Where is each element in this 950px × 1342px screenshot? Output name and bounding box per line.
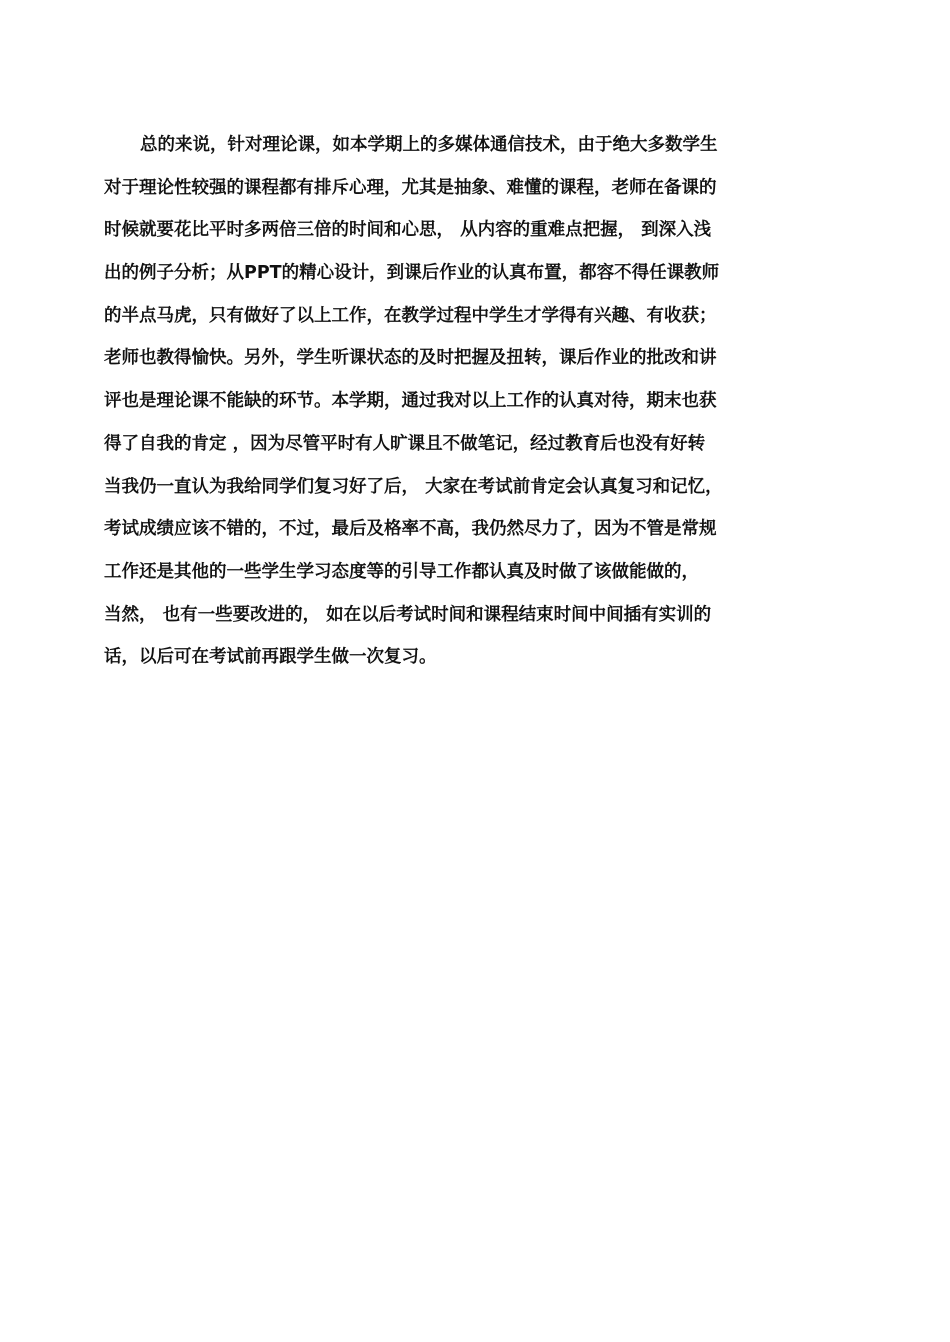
paragraph-line: 评也是理论课不能缺的环节。本学期，通过我对以上工作的认真对待，期末也获 [104,391,717,412]
paragraph-line: 话，以后可在考试前再跟学生做一次复习。 [104,647,437,668]
body-paragraph [104,131,852,686]
paragraph-line: 的半点马虎，只有做好了以上工作，在教学过程中学生才学得有兴趣、有收获； [104,305,717,326]
paragraph-line: 当我仍一直认为我给同学们复习好了后， 大家在考试前肯定会认真复习和记忆， [104,476,723,497]
paragraph-line: 老师也教得愉快。另外，学生听课状态的及时把握及扭转，课后作业的批改和讲 [104,348,717,369]
paragraph-line: 考试成绩应该不错的，不过，最后及格率不高，我仍然尽力了，因为不管是常规 [104,519,717,540]
paragraph-line: 时候就要花比平时多两倍三倍的时间和心思， 从内容的重难点把握， 到深入浅 [104,220,712,241]
paragraph-line: 总的来说，针对理论课，如本学期上的多媒体通信技术，由于绝大多数学生 [140,135,718,155]
paragraph-line: 出的例子分析；从PPT的精心设计，到课后作业的认真布置，都容不得任课教师 [104,263,720,284]
paragraph-line: 对于理论性较强的课程都有排斥心理，尤其是抽象、难懂的课程，老师在备课的 [104,177,717,198]
paragraph-line: 当然， 也有一些要改进的， 如在以后考试时间和课程结束时间中间插有实训的 [104,604,712,625]
paragraph-line: 得了自我的肯定 ，因为尽管平时有人旷课且不做笔记，经过教育后也没有好转 [104,433,706,454]
paragraph-line: 工作还是其他的一些学生学习态度等的引导工作都认真及时做了该做能做的， [104,561,699,582]
